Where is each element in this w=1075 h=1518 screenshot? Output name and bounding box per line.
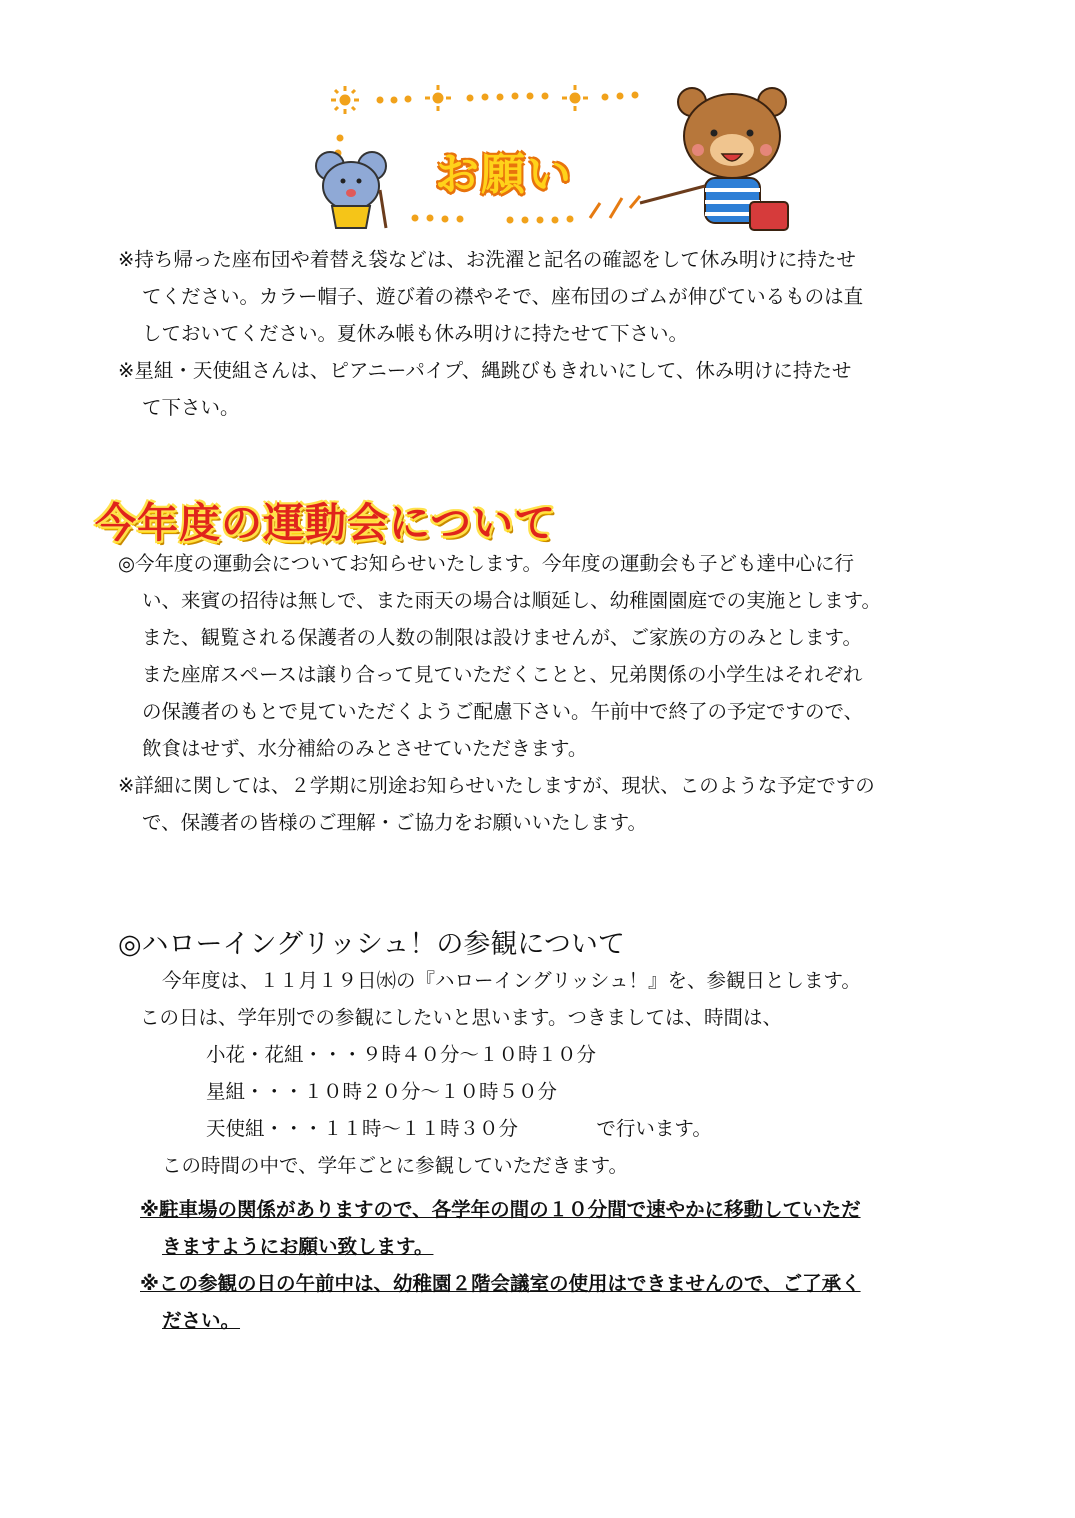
undokai-line-4: また座席スペースは譲り合って見ていただくことと、兄弟関係の小学生はそれぞれ [142,663,863,686]
parking-note-line-1: ※駐車場の関係がありますので、各学年の間の１０分間で速やかに移動していただ [140,1198,861,1221]
sun-icon [331,86,359,114]
onegai-line-4: ※星組・天使組さんは、ピアニーパイプ、縄跳びもきれいにして、休み明けに持たせ [118,359,852,382]
onegai-line-5: て下さい。 [142,396,240,419]
sun-icon [425,85,451,111]
hello-line-observe: この時間の中で、学年ごとに参観していただきます。 [162,1154,629,1177]
hello-english-body [118,962,968,1184]
bear-character [640,88,788,230]
undokai-notice [118,545,968,841]
undokai-line-8: で、保護者の皆様のご理解・ご協力をお願いいたします。 [142,811,648,834]
hello-english-heading: ◎ハローイングリッシュ！の参観について [118,929,625,960]
mouse-character [316,152,386,228]
schedule-suffix: で行います。 [596,1117,712,1140]
sun-icon [562,85,588,111]
parking-note-line-2: きますようにお願い致します。 [162,1235,434,1258]
undokai-line-1: ◎今年度の運動会についてお知らせいたします。今年度の運動会も子ども達中心に行 [118,552,854,575]
schedule-hoshi: 星組・・・１０時２０分～１０時５０分 [206,1080,558,1103]
schedule-kobana-hana: 小花・花組・・・９時４０分～１０時１０分 [206,1043,597,1066]
hello-line-1: 今年度は、１１月１９日㈬の『ハローイングリッシュ！』を、参観日とします。 [162,969,861,992]
sparkler-decoration [590,196,640,218]
hello-line-2: この日は、学年別での参観にしたいと思います。つきましては、時間は、 [140,1006,782,1029]
room-note-line-1: ※この参観の日の午前中は、幼稚園２階会議室の使用はできませんので、ご了承く [140,1272,861,1295]
undokai-heading: 今年度の運動会について [95,499,557,547]
room-note-line-2: ださい。 [162,1309,241,1332]
undokai-line-3: また、観覧される保護者の人数の制限は設けませんが、ご家族の方のみとします。 [142,626,862,649]
onegai-line-1: ※持ち帰った座布団や着替え袋などは、お洗濯と記名の確認をして休み明けに持たせ [118,248,856,271]
onegai-line-2: てください。カラー帽子、遊び着の襟やそで、座布団のゴムが伸びているものは直 [142,285,864,308]
undokai-line-7: ※詳細に関しては、２学期に別途お知らせいたしますが、現状、このような予定ですの [118,774,875,797]
undokai-line-5: の保護者のもとで見ていただくようご配慮下さい。午前中で終了の予定ですので、 [142,700,864,723]
schedule-tenshi: 天使組・・・１１時～１１時３０分 [206,1117,519,1140]
onegai-title: お願い [435,149,573,200]
undokai-line-6: 飲食はせず、水分補給のみとさせていただきます。 [142,737,588,760]
onegai-line-3: しておいてください。夏休み帳も休み明けに持たせて下さい。 [142,322,689,345]
onegai-notice [118,241,968,426]
undokai-line-2: い、来賓の招待は無しで、また雨天の場合は順延し、幼稚園園庭での実施とします。 [142,589,882,612]
hello-english-notes [118,1191,968,1339]
